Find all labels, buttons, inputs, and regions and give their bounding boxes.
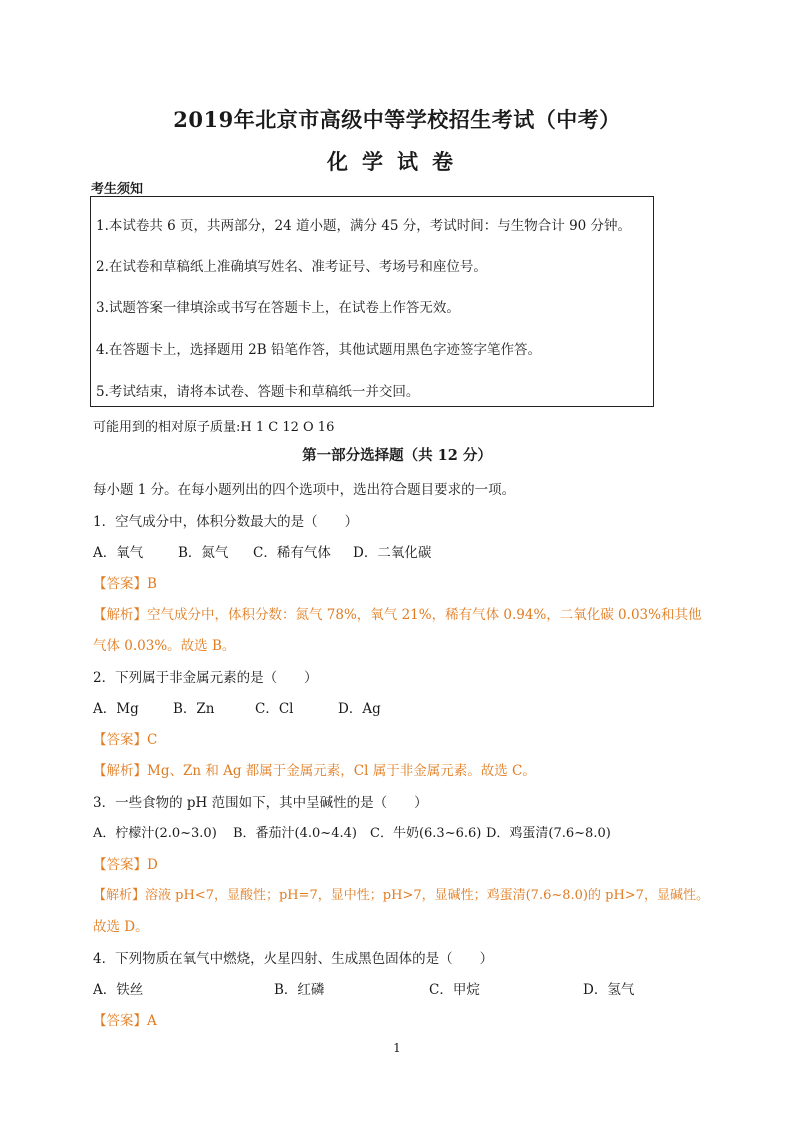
answer-line (93, 572, 157, 592)
exam-title: 2019年北京市高级中等学校招生考试（中考） (173, 107, 621, 132)
analysis-text: 空气成分中，体积分数：氮气 78%，氧气 21%，稀有气体 0.94%，二氧化碳 0.03%和其他 (147, 607, 702, 623)
option: B．红磷 (274, 982, 325, 998)
atomic-masses: 可能用到的相对原子质量:H 1 C 12 O 16 (93, 420, 335, 435)
option: D．二氧化碳 (353, 545, 432, 561)
option: A．柠檬汁(2.0~3.0) (93, 826, 217, 841)
option: B．番茄汁(4.0~4.4) (233, 826, 357, 841)
option: B．氮气 (178, 545, 229, 561)
option: A．铁丝 (93, 982, 144, 998)
option: A．氧气 (93, 545, 144, 561)
answer-label: 【答案】 (93, 857, 147, 873)
section-title: 第一部分选择题（共 12 分） (302, 447, 492, 464)
option: C．Cl (255, 701, 294, 717)
notice-item: 4.在答题卡上，选择题用 2B 铅笔作答，其他试题用黑色字迹签字笔作答。 (96, 342, 541, 358)
notice-label: 考生须知 (91, 182, 144, 197)
section-instruction: 每小题 1 分。在每小题列出的四个选项中，选出符合题目要求的一项。 (93, 482, 516, 498)
notice-item: 1.本试卷共 6 页，共两部分，24 道小题，满分 45 分，考试时间：与生物合计 90 分钟。 (96, 218, 632, 234)
option: C．甲烷 (429, 982, 480, 998)
analysis-label: 【解析】 (93, 763, 147, 779)
answer-line (93, 1009, 157, 1029)
question-options (93, 822, 693, 842)
question-options (93, 541, 653, 561)
option: B．Zn (173, 701, 215, 717)
analysis-text: 故选 D。 (93, 919, 149, 935)
option: D．Ag (338, 701, 381, 717)
option: C．牛奶(6.3~6.6) (370, 826, 482, 841)
question-stem: 4．下列物质在氧气中燃烧，火星四射、生成黑色固体的是（ ） (93, 951, 494, 967)
question-options (93, 978, 713, 998)
answer-value: B (147, 576, 157, 592)
answer-value: A (147, 1013, 157, 1029)
answer-line (93, 728, 157, 748)
exam-subtitle: 化学试卷 (327, 149, 467, 174)
answer-label: 【答案】 (93, 576, 147, 592)
question-options (93, 697, 653, 717)
option: C．稀有气体 (253, 545, 331, 561)
answer-value: D (147, 857, 158, 873)
analysis-text: 气体 0.03%。故选 B。 (93, 638, 236, 654)
question-stem: 1．空气成分中，体积分数最大的是（ ） (93, 514, 359, 530)
analysis-line (93, 603, 701, 623)
analysis-text: 溶液 pH<7，显酸性；pH=7，显中性；pH>7，显碱性；鸡蛋清(7.6~8.0)的 pH>7，显碱性。 (145, 888, 709, 903)
answer-label: 【答案】 (93, 732, 147, 748)
option: A．Mg (93, 701, 139, 717)
question-stem: 3．一些食物的 pH 范围如下，其中呈碱性的是（ ） (93, 795, 428, 811)
option: D．鸡蛋清(7.6~8.0) (486, 826, 611, 841)
notice-item: 5.考试结束，请将本试卷、答题卡和草稿纸一并交回。 (96, 384, 420, 400)
question-stem: 2．下列属于非金属元素的是（ ） (93, 670, 318, 686)
analysis-text: Mg、Zn 和 Ag 都属于金属元素，Cl 属于非金属元素。故选 C。 (147, 763, 536, 779)
answer-label: 【答案】 (93, 1013, 147, 1029)
answer-line (93, 853, 158, 873)
analysis-line (93, 759, 536, 779)
analysis-label: 【解析】 (93, 607, 147, 623)
notice-item: 2.在试卷和草稿纸上准确填写姓名、准考证号、考场号和座位号。 (96, 259, 487, 275)
analysis-line (93, 884, 709, 903)
page-number: 1 (393, 1041, 401, 1055)
option: D．氢气 (583, 982, 635, 998)
answer-value: C (147, 732, 158, 748)
analysis-label: 【解析】 (93, 888, 146, 903)
notice-item: 3.试题答案一律填涂或书写在答题卡上，在试卷上作答无效。 (96, 300, 460, 316)
